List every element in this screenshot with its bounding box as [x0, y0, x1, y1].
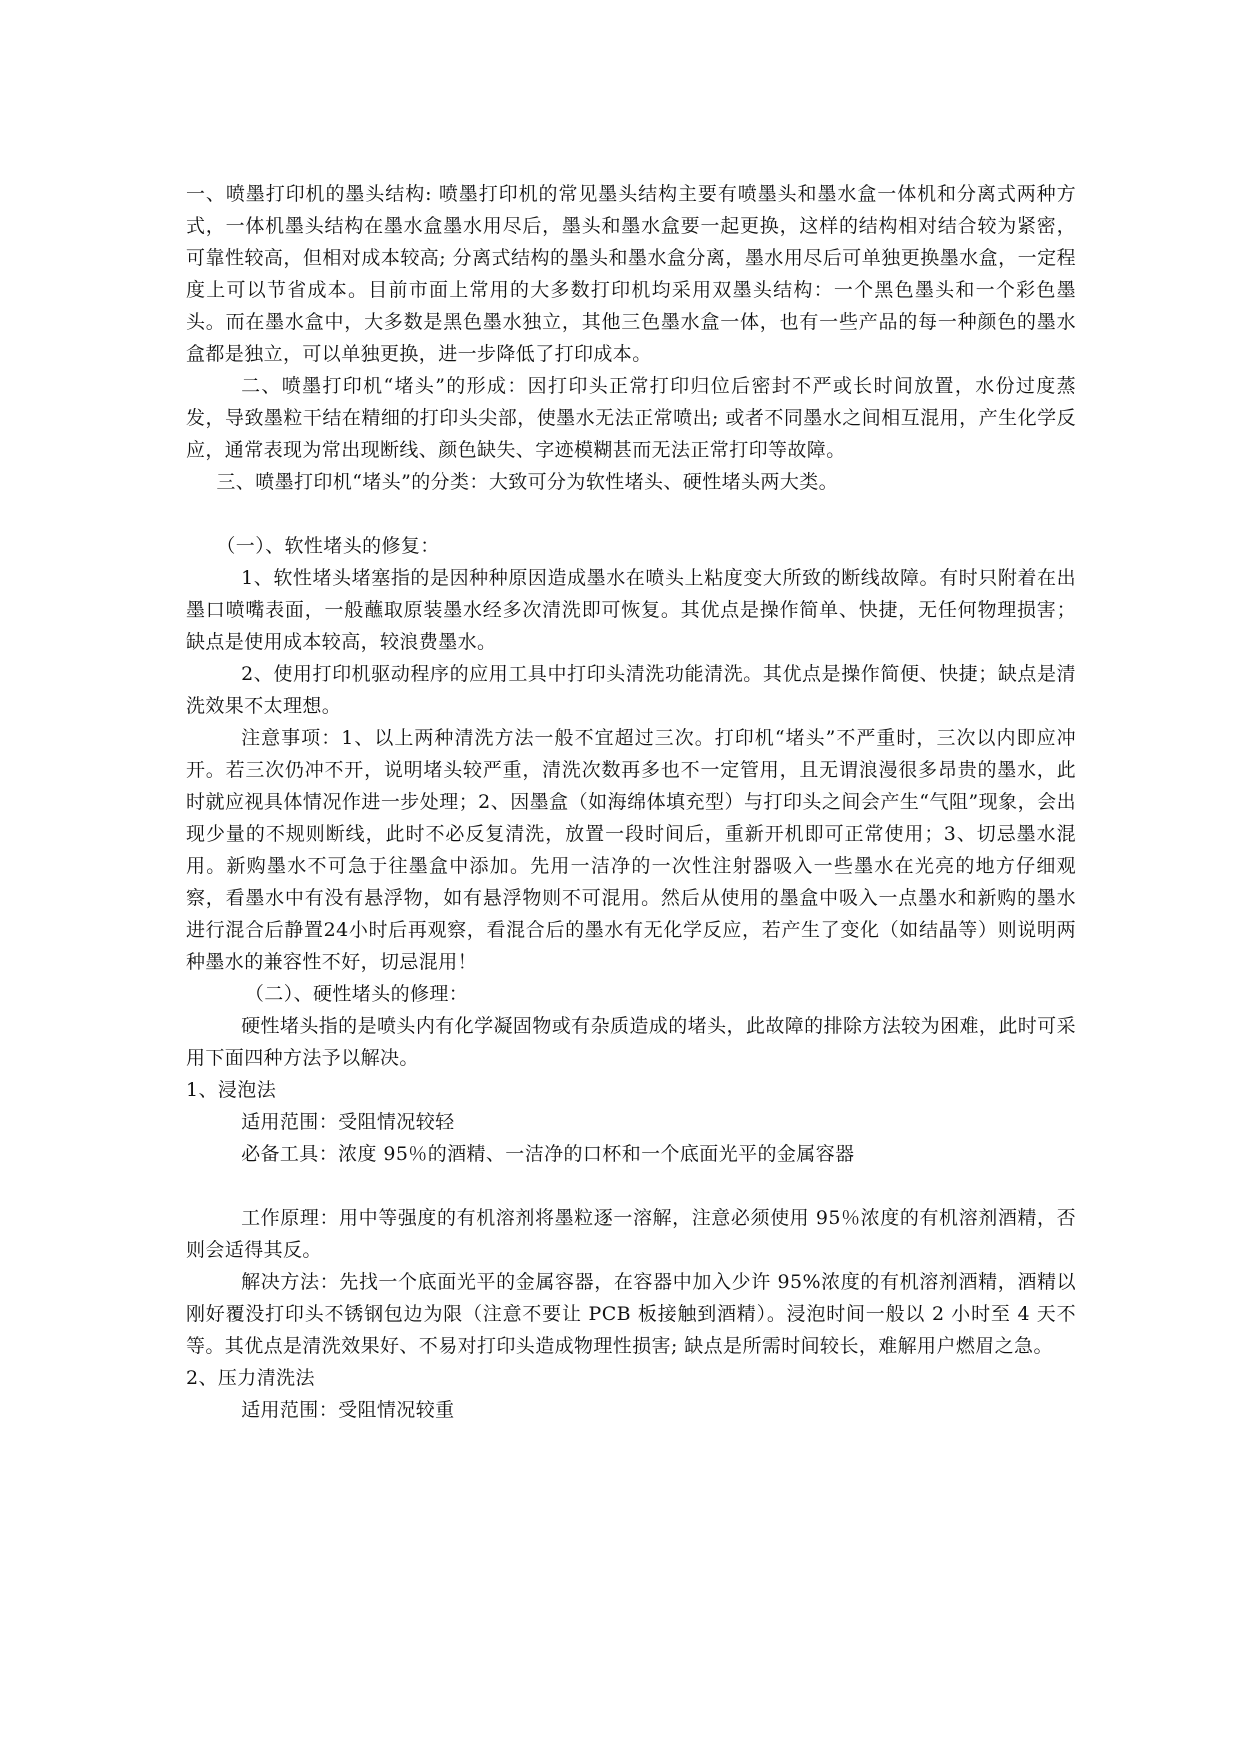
- section-1-paragraph: 一、喷墨打印机的墨头结构: 喷墨打印机的常见墨头结构主要有喷墨头和墨水盒一体机和分离式两种方式，一体机墨头结构在墨水盒墨水用尽后，墨头和墨水盒要一起更换，这样的结构相对结合较为紧密，可靠性较高，但相对成本较高; 分离式结构的墨头和墨水盒分离，墨水用尽后可单独更换墨水盒，一定程度上可以节省成本。目前市面上常用的大多数打印机均采用双墨头结构：一个黑色墨头和一个彩色墨头。而在墨水盒中，大多数是黑色墨水独立，其他三色墨水盒一体，也有一些产品的每一种颜色的墨水盒都是独立，可以单独更换，进一步降低了打印成本。: [186, 183, 1076, 365]
- method-1-tools: 必备工具：浓度 95％的酒精、一洁净的口杯和一个底面光平的金属容器: [241, 1143, 855, 1165]
- method-1-heading: 1、浸泡法: [186, 1079, 277, 1101]
- method-2-scope: 适用范围：受阻情况较重: [241, 1399, 455, 1421]
- method-1-principle: 工作原理：用中等强度的有机溶剂将墨粒逐一溶解，注意必须使用 95％浓度的有机溶剂酒精，否则会适得其反。: [186, 1207, 1076, 1261]
- notes-paragraph: 注意事项：1、以上两种清洗方法一般不宜超过三次。打印机“堵头”不严重时，三次以内即应冲开。若三次仍冲不开，说明堵头较严重，清洗次数再多也不一定管用，且无谓浪漫很多昂贵的墨水，此时就应视具体情况作进一步处理；2、因墨盒（如海绵体填充型）与打印头之间会产生“气阻”现象，会出现少量的不规则断线，此时不必反复清洗，放置一段时间后，重新开机即可正常使用；3、切忌墨水混用。新购墨水不可急于往墨盒中添加。先用一洁净的一次性注射器吸入一些墨水在光亮的地方仔细观察，看墨水中有没有悬浮物，如有悬浮物则不可混用。然后从使用的墨盒中吸入一点墨水和新购的墨水进行混合后静置24小时后再观察，看混合后的墨水有无化学反应，若产生了变化（如结晶等）则说明两种墨水的兼容性不好，切忌混用！: [186, 727, 1076, 973]
- method-1-solution: 解决方法：先找一个底面光平的金属容器，在容器中加入少许 95%浓度的有机溶剂酒精，酒精以刚好覆没打印头不锈钢包边为限（注意不要让 PCB 板接触到酒精）。浸泡时间一般以 2 小时至 4 天不等。其优点是清洗效果好、不易对打印头造成物理性损害; 缺点是所需时间较长，难解用户燃眉之急。: [186, 1271, 1076, 1357]
- section-3-paragraph: 三、喷墨打印机“堵头”的分类：大致可分为软性堵头、硬性堵头两大类。: [216, 471, 839, 493]
- soft-clog-item-2: 2、使用打印机驱动程序的应用工具中打印头清洗功能清洗。其优点是操作简便、快捷；缺点是清洗效果不太理想。: [186, 663, 1076, 717]
- spacer: [186, 498, 1076, 530]
- document-page: [186, 178, 1076, 1426]
- hard-clog-heading: （二）、硬性堵头的修理：: [244, 983, 469, 1005]
- hard-clog-intro: 硬性堵头指的是喷头内有化学凝固物或有杂质造成的堵头，此故障的排除方法较为困难，此时可采用下面四种方法予以解决。: [186, 1015, 1076, 1069]
- method-2-heading: 2、压力清洗法: [186, 1367, 315, 1389]
- method-1-scope: 适用范围：受阻情况较轻: [241, 1111, 455, 1133]
- soft-clog-heading: （一）、软性堵头的修复：: [216, 535, 440, 557]
- section-2-paragraph: 二、喷墨打印机“堵头”的形成：因打印头正常打印归位后密封不严或长时间放置，水份过度蒸发，导致墨粒干结在精细的打印头尖部，使墨水无法正常喷出; 或者不同墨水之间相互混用，产生化学反应，通常表现为常出现断线、颜色缺失、字迹模糊甚而无法正常打印等故障。: [186, 375, 1076, 461]
- spacer: [186, 1170, 1076, 1202]
- soft-clog-item-1: 1、软性堵头堵塞指的是因种种原因造成墨水在喷头上粘度变大所致的断线故障。有时只附着在出墨口喷嘴表面，一般蘸取原装墨水经多次清洗即可恢复。其优点是操作简单、快捷，无任何物理损害；缺点是使用成本较高，较浪费墨水。: [186, 567, 1076, 653]
